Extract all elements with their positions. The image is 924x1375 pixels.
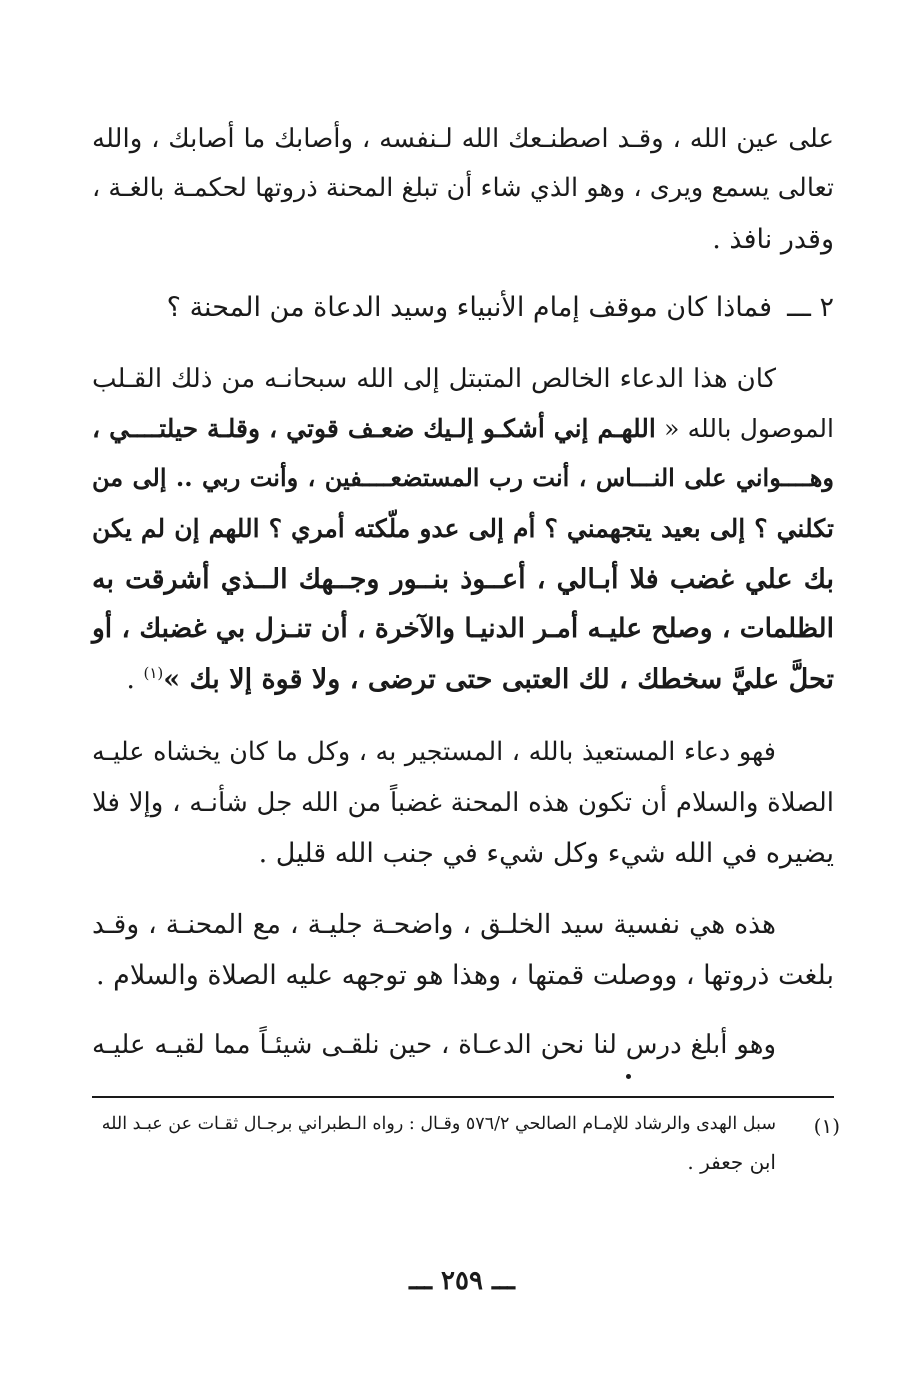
paragraph-5-line-1: وهو أبلغ درس لنا نحن الدعـاة ، حين نلقـى شيئـاً مما لقيـه عليـه [92,1030,776,1060]
paragraph-1-line-1: على عين الله ، وقـد اصطنـعك الله لـنفسه ، وأصابك ما أصابك ، والله [92,124,834,154]
paragraph-2-last-tail: . [126,664,144,695]
paragraph-3-line-2: الصلاة والسلام أن تكون هذه المحنة غضباً من الله جل شأنـه ، وإلا فلا [92,788,834,818]
paragraph-1-line-3: وقدر نافذ . [712,224,834,255]
paragraph-4-line-1: هذه هي نفسية سيد الخلـق ، واضحـة جليـة ، مع المحنـة ، وقـد [92,909,776,940]
paragraph-2-line-2-plain: الموصول بالله « [655,414,834,443]
footnote-reference: (١) [143,664,164,682]
stray-dot [626,1074,631,1079]
paragraph-2-line-2 [92,416,834,441]
paragraph-2-line-6: الظلمات ، وصلح عليـه أمـر الدنيـا والآخرة ، أن تنـزل بي غضبك ، أو [92,613,834,644]
paragraph-3-line-1: فهو دعاء المستعيذ بالله ، المستجير به ، وكل ما كان يخشاه عليـه [92,737,776,767]
paragraph-2-line-4: تكلني ؟ إلى بعيد يتجهمني ؟ أم إلى عدو ملّكته أمري ؟ اللهم إن لم يكن [92,514,834,543]
footnote-number: (١) [813,1114,840,1138]
paragraph-2-line-2-bold: اللهـم إني أشكـو إلـيك ضعـف قوتي ، وقلـة حيلتــــي ، [92,414,656,443]
paragraph-3-line-3: يضيره في الله شيء وكل شيء في جنب الله قليل . [258,838,834,869]
paragraph-2-last-bold: تحلَّ عليَّ سخطك ، لك العتبى حتى ترضى ، ولا قوة إلا بك » [163,664,834,695]
footnote-line-1: سبل الهدى والرشاد للإمـام الصالحي ٥٧٦/٢ وقـال : رواه الـطبراني برجـال ثقـات عن عبـد الله [101,1114,776,1134]
question-text: فماذا كان موقف إمام الأنبياء وسيد الدعاة من المحنة ؟ [166,292,772,323]
paragraph-2-line-7 [92,666,834,693]
footnote-line-2: ابن جعفر . [687,1150,776,1174]
paragraph-4-line-2: بلغت ذروتها ، ووصلت قمتها ، وهذا هو توجهه عليه الصلاة والسلام . [95,960,834,991]
footnote-rule [92,1096,834,1098]
paragraph-1-line-2: تعالى يسمع ويرى ، وهو الذي شاء أن تبلغ المحنة ذروتها لحكمـة بالغـة ، [92,173,834,203]
paragraph-2-line-3: وهــــواني على النـــاس ، أنت رب المستضعــــفين ، وأنت ربي .. إلى من [92,463,834,492]
paragraph-2-line-1: كان هذا الدعاء الخالص المتبتل إلى الله سبحانـه من ذلك القـلب [92,364,776,394]
paragraph-2-line-5: بك علي غضب فلا أبـالي ، أعــوذ بنــور وجــهك الــذي أشرقت به [92,564,834,595]
page-number: ـــ ٢٥٩ ـــ [409,1266,515,1296]
question-number: ٢ ـــ [787,292,834,323]
